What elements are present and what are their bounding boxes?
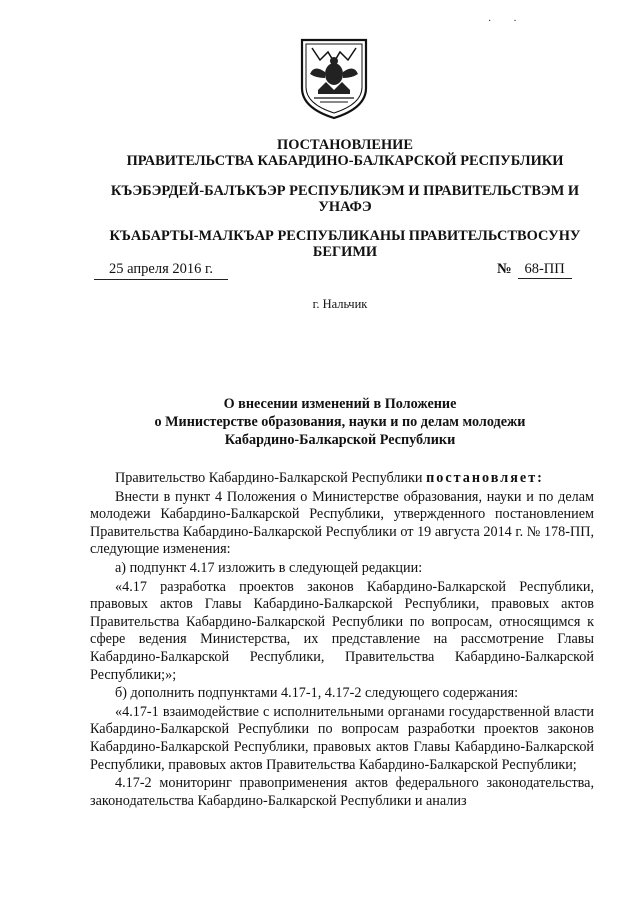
paragraph: «4.17 разработка проектов законов Кабардино-Балкарской Республики, правовых актов Главы Кабардино-Балкарской Республики, правовых актов Правительства Кабардино-Балкарской Республики по вопросам, относящимся к сфере ведения Министерства, их представление на рассмотрение Главы Кабардино-Балкарской Республики, Правительства Кабардино-Балкарской Республики;»; bbox=[90, 578, 594, 683]
balkar-line-1: КЪАБАРТЫ-МАЛКЪАР РЕСПУБЛИКАНЫ ПРАВИТЕЛЬСТВОСУНУ bbox=[109, 228, 581, 244]
number-value: 68-ПП bbox=[518, 261, 572, 279]
intro-prefix: Правительство Кабардино-Балкарской Республики bbox=[115, 470, 427, 486]
kabardian-line-2: УНАФЭ bbox=[318, 199, 372, 215]
balkar-header bbox=[80, 228, 610, 260]
balkar-line-2: БЕГИМИ bbox=[312, 244, 378, 260]
paragraph: Внести в пункт 4 Положения о Министерстве образования, науки и по делам молодежи Кабардино-Балкарской Республики, утвержденного постановлением Правительства Кабардино-Балкарской Республики от 19 августа 2014 г. № 178-ПП, следующие изменения: bbox=[90, 488, 594, 558]
coat-of-arms-icon bbox=[298, 38, 370, 120]
kabardian-header bbox=[80, 183, 610, 215]
document-date: 25 апреля 2016 г. bbox=[94, 261, 228, 280]
paragraph: а) подпункт 4.17 изложить в следующей редакции: bbox=[115, 559, 423, 576]
city: г. Нальчик bbox=[312, 297, 368, 311]
title-line-1: О внесении изменений в Положение bbox=[223, 396, 457, 412]
intro-paragraph bbox=[90, 470, 594, 488]
scan-marks: ·· bbox=[488, 16, 539, 27]
document-body bbox=[90, 470, 594, 810]
title-line-3: Кабардино-Балкарской Республики bbox=[224, 432, 456, 448]
paragraph: 4.17-2 мониторинг правоприменения актов федерального законодательства, законодательства Кабардино-Балкарской Республики и анализ bbox=[90, 775, 594, 809]
header-line-2: ПРАВИТЕЛЬСТВА КАБАРДИНО-БАЛКАРСКОЙ РЕСПУБЛИКИ bbox=[126, 153, 564, 169]
paragraph: б) дополнить подпунктами 4.17-1, 4.17-2 следующего содержания: bbox=[115, 685, 519, 702]
document-number bbox=[497, 261, 595, 279]
document-title bbox=[90, 395, 590, 449]
header-line-1: ПОСТАНОВЛЕНИЕ bbox=[277, 137, 413, 153]
paragraph: «4.17-1 взаимодействие с исполнительными органами государственной власти Кабардино-Балкарской Республики по вопросам разработки проектов законов Кабардино-Балкарской Республики, правовых актов Главы Кабардино-Балкарской Республики, правовых актов Правительства Кабардино-Балкарской Республики; bbox=[90, 703, 594, 773]
number-label: № bbox=[497, 261, 512, 277]
resolution-header bbox=[80, 137, 610, 169]
kabardian-line-1: КЪЭБЭРДЕЙ-БАЛЪКЪЭР РЕСПУБЛИКЭМ И ПРАВИТЕЛЬСТВЭМ И bbox=[110, 183, 580, 199]
title-line-2: о Министерстве образования, науки и по делам молодежи bbox=[154, 414, 526, 430]
intro-verb: постановляет: bbox=[426, 470, 544, 486]
